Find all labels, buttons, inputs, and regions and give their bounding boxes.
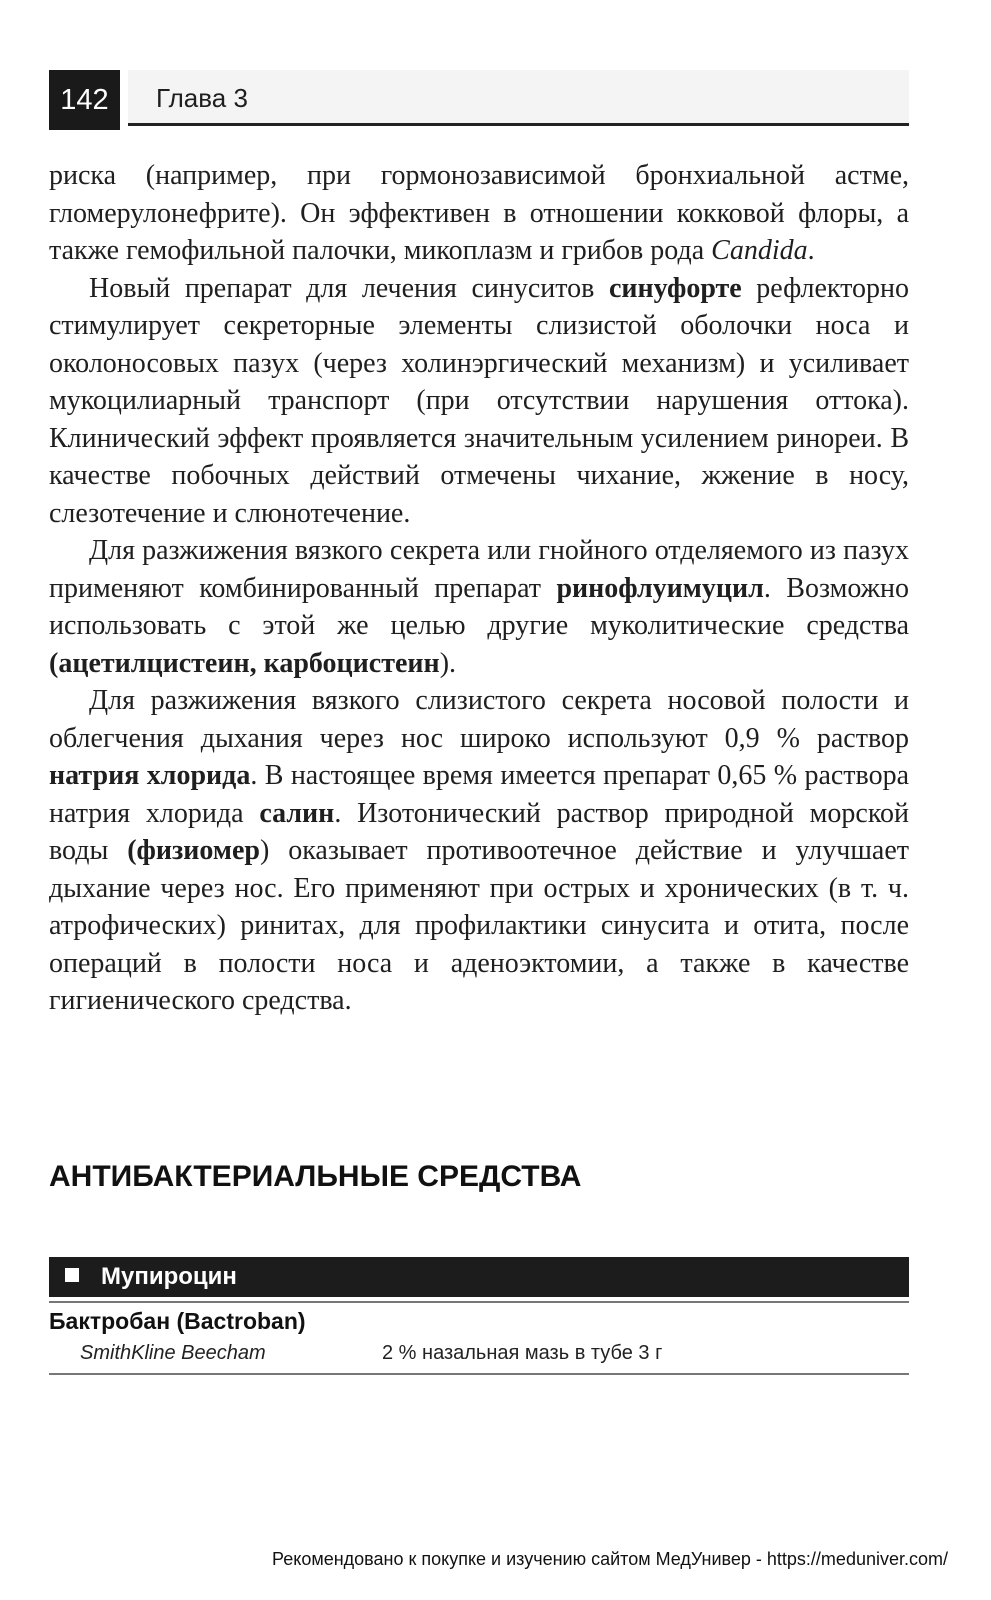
footer-note: Рекомендовано к покупке и изучению сайтом МедУнивер - https://meduniver.com/	[272, 1549, 948, 1569]
text-run: риска (например, при гормонозависимой бронхиальной астме, гломерулонефрите). Он эффективен в отношении кокковой флоры, а также гемофильной палочки, микоплазм и грибов рода	[49, 160, 909, 266]
italic-term: Candida	[711, 235, 808, 266]
bold-term: синуфорте	[608, 272, 742, 304]
text-run: рефлекторно стимулирует секреторные элементы слизистой оболочки носа и околоносовых пазух (через холинэргический механизм) и усиливает мукоцилиарный транспорт (при отсутствии нарушения оттока). Клинический эффект проявляется значительным усилением ринореи. В качестве побочных действий отмечены чихание, жжение в носу, слезотечение и слюнотечение.	[49, 272, 909, 529]
product-name: Бактробан (Bactroban)	[49, 1308, 306, 1334]
page-number: 142	[49, 70, 120, 130]
bold-term: (физиомер	[127, 835, 260, 866]
divider	[49, 1301, 909, 1303]
page-header	[49, 70, 909, 130]
text-run: Для разжижения вязкого слизистого секрета носовой полости и облегчения дыхания через нос широко используют 0,9 % раствор	[49, 685, 909, 754]
body-text	[49, 157, 909, 1020]
text-run: . Изотонический раствор природной морской воды	[49, 797, 909, 866]
text-run: ) оказывает противоотечное действие и улучшает дыхание через нос. Его применяют при острых и хронических (в т. ч. атрофических) ринитах, для профилактики синусита и отита, после операций в полости носа и аденоэктомии, а также в качестве гигиенического средства.	[49, 835, 910, 1016]
text-run: Для разжижения вязкого секрета или гнойного отделяемого из пазух применяют комбинированный препарат	[49, 535, 909, 604]
bold-term: салин	[259, 797, 335, 829]
square-bullet-icon	[65, 1268, 79, 1282]
text-run: ).	[439, 647, 457, 679]
paragraph	[49, 682, 909, 1020]
bold-term: (ацетилцистеин, карбоцистеин	[49, 647, 440, 679]
bold-term: ринофлуимуцил	[556, 572, 764, 604]
drug-group-bar	[49, 1257, 909, 1297]
manufacturer: SmithKline Beecham	[80, 1342, 266, 1364]
text-run: . В настоящее время имеется препарат 0,65 % раствора натрия хлорида	[49, 760, 909, 829]
text-run: Новый препарат для лечения синуситов	[89, 272, 609, 304]
bold-term: натрия хлорида	[49, 760, 251, 791]
text-run: .	[807, 235, 815, 266]
paragraph	[49, 532, 909, 682]
dosage-form: 2 % назальная мазь в тубе 3 г	[382, 1342, 663, 1364]
chapter-title: Глава 3	[128, 70, 909, 126]
drug-group-name: Мупироцин	[101, 1263, 237, 1290]
text-run: . Возможно использовать с этой же целью другие муколитические средства	[49, 572, 909, 641]
section-title: АНТИБАКТЕРИАЛЬНЫЕ СРЕДСТВА	[49, 1160, 582, 1193]
divider	[49, 1373, 909, 1375]
paragraph	[49, 270, 909, 533]
paragraph	[49, 157, 909, 270]
